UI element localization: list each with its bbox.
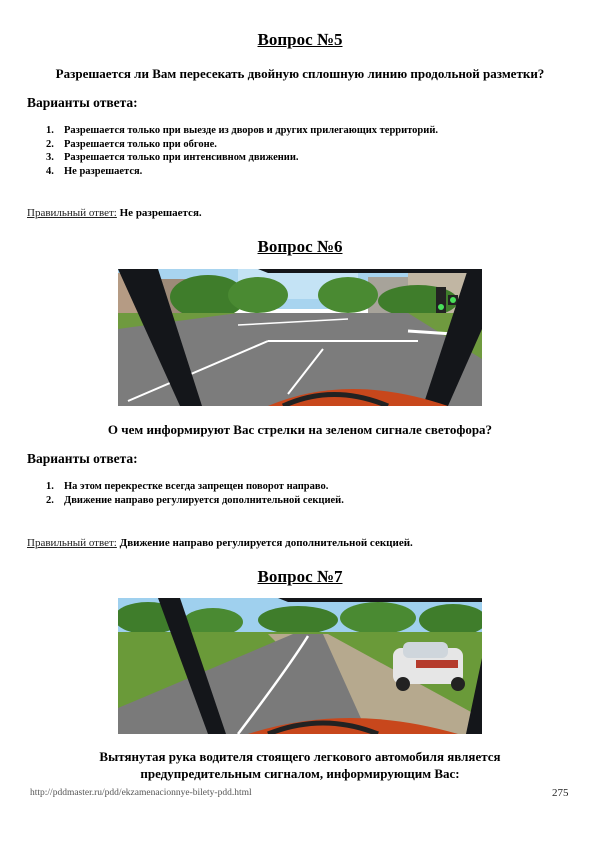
answer-number: 4. bbox=[46, 165, 54, 177]
correct-answer-label: Правильный ответ: bbox=[27, 207, 117, 219]
list-item bbox=[46, 124, 438, 138]
correct-answer-value: Движение направо регулируется дополнительной секцией. bbox=[119, 537, 413, 549]
q5-correct-answer bbox=[27, 207, 202, 219]
q7-question-line: предупредительным сигналом, информирующим Вас: bbox=[140, 766, 460, 781]
answer-text: Разрешается только при обгоне. bbox=[64, 138, 217, 150]
q7-road-scene-image bbox=[118, 598, 482, 734]
answer-text: Движение направо регулируется дополнительной секцией. bbox=[64, 494, 344, 506]
answer-number: 2. bbox=[46, 494, 54, 506]
q5-answer-list bbox=[46, 124, 438, 178]
list-item bbox=[46, 138, 438, 152]
q6-answer-list bbox=[46, 480, 344, 507]
intersection-scene bbox=[118, 269, 482, 406]
footer-url: http://pddmaster.ru/pdd/ekzamenacionnye-bilety-pdd.html bbox=[30, 788, 252, 798]
q5-variants-heading: Варианты ответа: bbox=[27, 95, 138, 110]
q7-question-line: Вытянутая рука водителя стоящего легкового автомобиля является bbox=[99, 749, 501, 764]
list-item bbox=[46, 494, 344, 508]
answer-number: 1. bbox=[46, 125, 54, 136]
q5-title: Вопрос №5 bbox=[257, 30, 343, 49]
q7-title: Вопрос №7 bbox=[257, 567, 343, 586]
q6-title: Вопрос №6 bbox=[257, 237, 343, 256]
page-number: 275 bbox=[552, 787, 569, 799]
country-road-scene bbox=[118, 598, 482, 734]
correct-answer-value: Не разрешается. bbox=[119, 207, 202, 219]
q5-question: Разрешается ли Вам пересекать двойную сплошную линию продольной разметки? bbox=[55, 66, 545, 81]
q7-question bbox=[20, 748, 580, 782]
answer-text: На этом перекрестке всегда запрещен поворот направо. bbox=[64, 481, 329, 492]
q6-road-scene-image bbox=[118, 269, 482, 406]
q6-correct-answer bbox=[27, 537, 413, 549]
q6-question: О чем информируют Вас стрелки на зеленом сигнале светофора? bbox=[107, 422, 493, 437]
answer-text: Не разрешается. bbox=[64, 165, 143, 177]
answer-number: 2. bbox=[46, 138, 54, 150]
q6-variants-heading: Варианты ответа: bbox=[27, 451, 138, 466]
answer-text: Разрешается только при интенсивном движении. bbox=[64, 152, 299, 163]
answer-number: 3. bbox=[46, 152, 54, 163]
list-item bbox=[46, 151, 438, 165]
answer-number: 1. bbox=[46, 481, 54, 492]
correct-answer-label: Правильный ответ: bbox=[27, 537, 117, 549]
answer-text: Разрешается только при выезде из дворов и других прилегающих территорий. bbox=[64, 125, 439, 136]
list-item bbox=[46, 165, 438, 179]
list-item bbox=[46, 480, 344, 494]
